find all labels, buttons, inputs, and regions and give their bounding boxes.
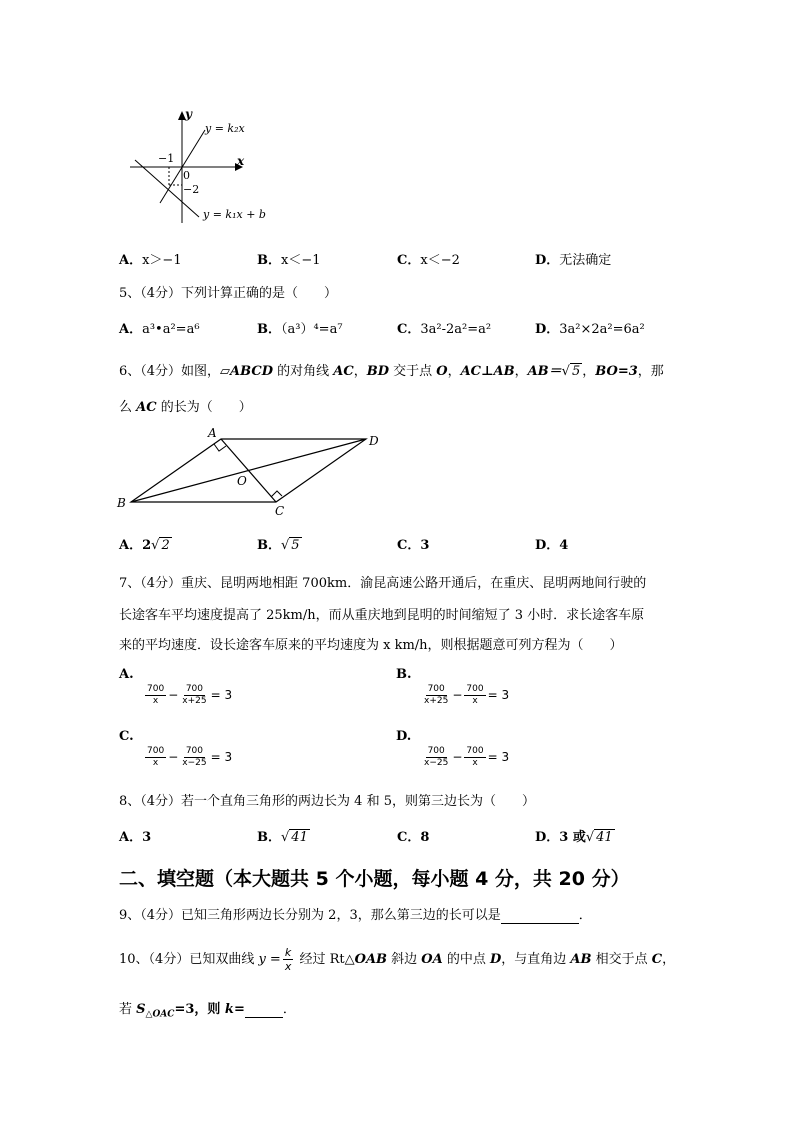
q9-end: ． xyxy=(578,908,592,923)
option-letter: D． xyxy=(535,538,560,553)
line1-label: y = k₂x xyxy=(205,122,245,135)
option-text: x＜−1 xyxy=(281,253,321,268)
q9-text: 9、（4分）已知三角形两边长分别为 2，3，那么第三边的长可以是 xyxy=(119,908,501,923)
numerator: k xyxy=(284,946,292,959)
q6-option-b xyxy=(257,534,302,553)
option-text: （a³）⁴=a⁷ xyxy=(281,322,343,337)
option-letter: C. xyxy=(119,729,134,744)
q7-option-b xyxy=(396,667,509,707)
minus-sign: − xyxy=(452,750,463,764)
radicand: 41 xyxy=(596,830,613,845)
point-o: O xyxy=(237,474,247,488)
q6-option-d xyxy=(535,534,568,553)
fraction xyxy=(180,746,208,769)
option-letter: B. xyxy=(396,667,412,682)
q6-text: 交于点 xyxy=(388,364,437,379)
q10-end: ． xyxy=(282,1002,296,1017)
q7-option-c xyxy=(119,729,232,769)
vertex-b: B xyxy=(117,496,126,510)
q6-ac: AC xyxy=(333,364,354,379)
q10-text: =3，则 xyxy=(174,1002,225,1017)
q6-bo: BO=3 xyxy=(595,364,638,379)
line2-label: y = k₁x + b xyxy=(203,208,266,221)
option-letter: D. xyxy=(396,729,412,744)
q8-stem: 8、（4分）若一个直角三角形的两边长为 4 和 5，则第三边长为（ ） xyxy=(119,794,535,809)
q4-option-a xyxy=(119,249,182,268)
option-letter: A． xyxy=(119,538,143,553)
option-equation xyxy=(420,684,509,707)
q7-option-a xyxy=(119,667,232,707)
q9-stem xyxy=(119,904,592,924)
option-equation xyxy=(143,684,232,707)
q10-stem-line1 xyxy=(119,946,675,973)
fraction xyxy=(145,684,166,707)
rhs: = 3 xyxy=(210,750,233,764)
q6-perp: AC⊥AB xyxy=(460,364,515,379)
q5-option-c xyxy=(397,318,491,337)
q6-text: 的对角线 xyxy=(272,364,334,379)
q6-stem-line1 xyxy=(119,360,664,379)
q6-text: 6、（4分）如图， xyxy=(119,364,221,379)
sqrt-41: √ 41 xyxy=(281,830,308,845)
option-letter: A. xyxy=(119,667,134,682)
q4-graph xyxy=(125,105,275,230)
fraction xyxy=(422,684,450,707)
option-letter: D． xyxy=(535,253,560,268)
q5-stem: 5、（4分）下列计算正确的是（ ） xyxy=(119,286,338,301)
label-origin: 0 xyxy=(183,169,190,182)
q6-ac: AC xyxy=(136,400,157,415)
option-text: x＜−2 xyxy=(420,253,460,268)
q10-answer-blank[interactable] xyxy=(245,1002,283,1018)
q10-s: S xyxy=(136,1002,146,1017)
q5-option-b xyxy=(257,318,343,337)
q7-stem-line3: 来的平均速度．设长途客车原来的平均速度为 x km/h，则根据题意可列方程为（ ） xyxy=(119,638,623,653)
q7-stem-line2: 长途客车平均速度提高了 25km/h，而从重庆地到昆明的时间缩短了 3 小时．求长途客车原 xyxy=(119,608,645,623)
denominator: x+25 xyxy=(424,696,449,706)
vertex-c: C xyxy=(275,504,285,517)
numerator: 700 xyxy=(427,746,445,756)
fraction xyxy=(422,746,450,769)
numerator: 700 xyxy=(147,746,165,756)
denominator: x xyxy=(152,696,159,706)
q10-text: 若 xyxy=(119,1002,137,1017)
fraction xyxy=(145,746,166,769)
q10-oa: OA xyxy=(421,952,443,967)
q6-text: ， xyxy=(353,364,367,379)
q10-oab: OAB xyxy=(354,952,388,967)
option-text: 3a²×2a²=6a² xyxy=(559,322,645,337)
q10-text: ，与直角边 xyxy=(501,952,571,967)
radicand: 5 xyxy=(571,364,581,379)
axis-label-x: x xyxy=(237,154,245,168)
sqrt-41: √ 41 xyxy=(585,830,613,845)
rhs: = 3 xyxy=(487,750,510,764)
q10-text: 斜边 xyxy=(387,952,422,967)
option-text: 3a²-2a²=a² xyxy=(420,322,492,337)
q6-shape: ▱ABCD xyxy=(220,364,273,379)
q6-parallelogram-figure xyxy=(115,425,390,517)
minus-sign: − xyxy=(168,750,179,764)
vertex-d: D xyxy=(369,434,379,448)
q5-option-a xyxy=(119,318,200,337)
q10-y-eq: y = xyxy=(258,952,281,967)
numerator: 700 xyxy=(427,684,445,694)
q9-answer-blank[interactable] xyxy=(501,908,579,924)
q10-ab: AB xyxy=(570,952,592,967)
numerator: 700 xyxy=(185,684,203,694)
q10-text: 经过 Rt△ xyxy=(295,952,355,967)
denominator: x xyxy=(472,758,478,768)
fraction-k-over-x xyxy=(283,946,294,973)
denominator: x xyxy=(284,960,292,973)
denominator: x−25 xyxy=(182,758,207,768)
option-letter: C． xyxy=(397,253,421,268)
option-letter: C． xyxy=(397,322,421,337)
option-letter: A． xyxy=(119,253,143,268)
vertex-a: A xyxy=(208,426,217,440)
numerator: 700 xyxy=(466,684,484,694)
option-letter: D． xyxy=(535,322,560,337)
minus-sign: − xyxy=(168,688,179,702)
option-text: 4 xyxy=(559,538,569,553)
option-letter: B． xyxy=(257,322,281,337)
q6-o: O xyxy=(436,364,448,379)
label-neg2: −2 xyxy=(183,183,200,196)
q10-c: C xyxy=(651,952,663,967)
q8-option-d xyxy=(535,826,615,845)
q6-stem-line2 xyxy=(119,396,252,415)
option-text: 3 或 xyxy=(559,830,586,845)
q4-option-d xyxy=(535,249,611,268)
q10-stem-line2 xyxy=(119,998,296,1020)
q6-ab: AB＝ xyxy=(527,364,562,379)
option-equation xyxy=(420,746,509,769)
option-letter: C． xyxy=(397,538,421,553)
denominator: x+25 xyxy=(182,696,207,706)
q4-option-c xyxy=(397,249,460,268)
radicand: 5 xyxy=(291,538,300,553)
radicand: 41 xyxy=(291,830,308,845)
sqrt-5: √ 5 xyxy=(281,538,300,553)
minus-sign: − xyxy=(452,688,463,702)
q6-text: ， xyxy=(447,364,461,379)
option-letter: D． xyxy=(535,830,560,845)
option-letter: B． xyxy=(257,830,281,845)
q10-k: k xyxy=(224,1002,234,1017)
numerator: 700 xyxy=(147,684,165,694)
q8-option-c xyxy=(397,826,429,845)
q6-option-c xyxy=(397,534,429,553)
label-neg1: −1 xyxy=(158,152,175,165)
sqrt-5: √ 5 xyxy=(561,364,581,379)
q6-text: ， xyxy=(514,364,528,379)
q10-d: D xyxy=(489,952,502,967)
q8-option-a xyxy=(119,826,151,845)
option-text: x＞−1 xyxy=(142,253,182,268)
q10-text: 10、（4分）已知双曲线 xyxy=(119,952,259,967)
radicand: 2 xyxy=(161,538,170,553)
q6-text: 么 xyxy=(119,400,137,415)
q6-text: ，那 xyxy=(637,364,664,379)
q6-text: 的长为（ ） xyxy=(156,400,252,415)
option-equation xyxy=(143,746,232,769)
q6-bd: BD xyxy=(366,364,389,379)
fraction xyxy=(464,684,485,707)
q5-option-d xyxy=(535,318,645,337)
numerator: 700 xyxy=(466,746,484,756)
q8-option-b xyxy=(257,826,310,845)
fraction xyxy=(180,684,208,707)
rhs: = 3 xyxy=(210,688,233,702)
q10-text: 的中点 xyxy=(442,952,490,967)
q10-text: = xyxy=(233,1002,245,1017)
q6-text: ， xyxy=(582,364,596,379)
rhs: = 3 xyxy=(487,688,510,702)
numerator: 700 xyxy=(185,746,203,756)
denominator: x−25 xyxy=(424,758,449,768)
q10-text: ， xyxy=(662,952,676,967)
denominator: x xyxy=(152,758,159,768)
fraction xyxy=(464,746,485,769)
option-letter: B． xyxy=(257,253,281,268)
q10-text: 相交于点 xyxy=(591,952,652,967)
option-letter: C． xyxy=(397,830,421,845)
option-letter: A． xyxy=(119,830,143,845)
section-heading-fill-in: 二、填空题（本大题共 5 个小题，每小题 4 分，共 20 分） xyxy=(119,868,630,890)
option-coef: 2 xyxy=(142,538,152,553)
sqrt-2: √ 2 xyxy=(151,538,170,553)
denominator: x xyxy=(472,696,478,706)
q7-stem-line1: 7、（4分）重庆、昆明两地相距 700km．渝昆高速公路开通后，在重庆、昆明两地间行驶的 xyxy=(119,576,647,591)
q10-sub: △OAC xyxy=(145,1009,175,1020)
option-letter: B． xyxy=(257,538,281,553)
option-text: 8 xyxy=(420,830,430,845)
q7-option-d xyxy=(396,729,509,769)
q6-option-a xyxy=(119,534,172,553)
option-text: a³•a²=a⁶ xyxy=(142,322,200,337)
axis-label-y: y xyxy=(185,107,192,121)
option-text: 3 xyxy=(420,538,430,553)
option-text: 3 xyxy=(142,830,152,845)
q4-option-b xyxy=(257,249,321,268)
option-text: 无法确定 xyxy=(559,253,612,268)
option-letter: A． xyxy=(119,322,143,337)
